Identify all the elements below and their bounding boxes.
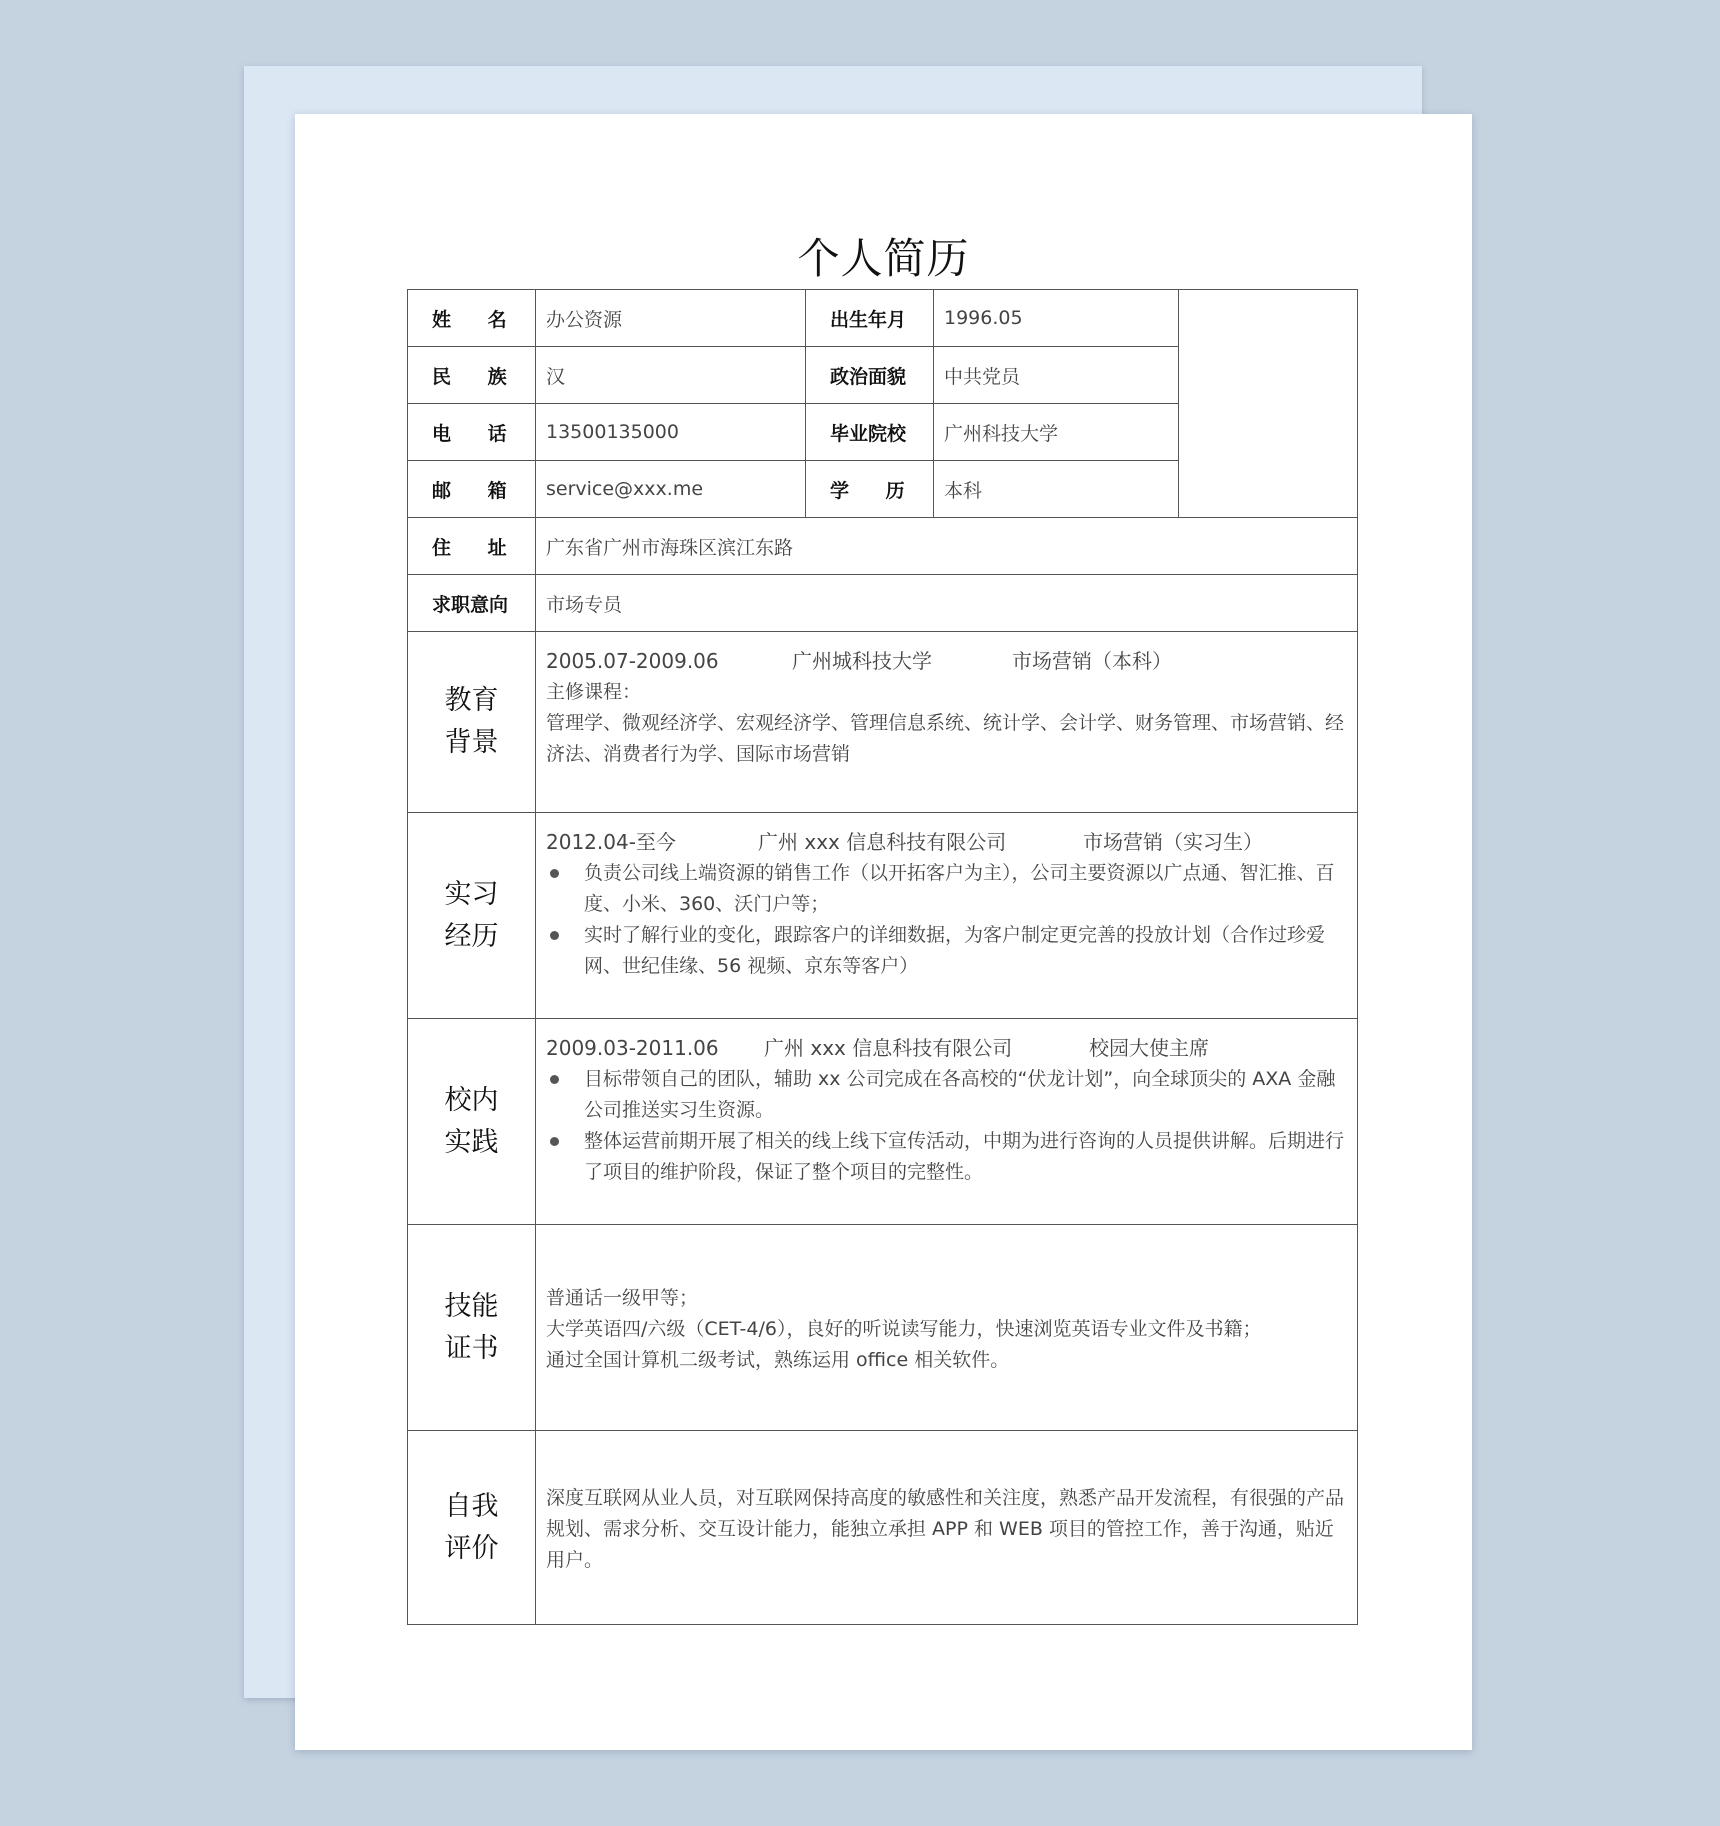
education-period: 2005.07-2009.06 (546, 649, 719, 673)
politics-value: 中共党员 (934, 347, 1179, 404)
birth-label: 出生年月 (806, 290, 934, 347)
page-title: 个人简历 (797, 234, 970, 283)
ethnic-value: 汉 (536, 347, 806, 404)
row-address (408, 518, 1358, 575)
campus-org: 广州 xxx 信息科技有限公司 (764, 1036, 1013, 1060)
birth-value: 1996.05 (934, 290, 1179, 347)
address-value: 广东省广州市海珠区滨江东路 (536, 518, 1358, 575)
internship-bullet-2: 实时了解行业的变化，跟踪客户的详细数据，为客户制定更完善的投放计划（合作过珍爱网、世纪佳缘、56 视频、京东等客户） (546, 920, 1347, 982)
resume-page (295, 114, 1472, 1750)
skills-label-1: 技能 (444, 1290, 499, 1322)
campus-bullet-2: 整体运营前期开展了相关的线上线下宣传活动，中期为进行咨询的人员提供讲解。后期进行了项目的维护阶段，保证了整个项目的完整性。 (546, 1126, 1347, 1188)
education-headline (546, 646, 1347, 677)
degree-label: 学 历 (806, 461, 934, 518)
internship-content (536, 813, 1358, 1019)
education-content (536, 632, 1358, 813)
skills-line-1: 普通话一级甲等； (546, 1287, 699, 1309)
name-label: 姓 名 (408, 290, 536, 347)
row-name (408, 290, 1358, 347)
school-value: 广州科技大学 (934, 404, 1179, 461)
campus-role: 校园大使主席 (1089, 1036, 1209, 1060)
skills-line-3: 通过全国计算机二级考试，熟练运用 office 相关软件。 (546, 1349, 1010, 1371)
skills-label-2: 证书 (444, 1332, 499, 1364)
internship-label-2: 经历 (444, 920, 499, 952)
resume-table (407, 289, 1358, 1625)
campus-label (408, 1019, 536, 1225)
email-label: 邮 箱 (408, 461, 536, 518)
internship-headline (546, 827, 1347, 858)
internship-period: 2012.04-至今 (546, 830, 676, 854)
address-label: 住 址 (408, 518, 536, 575)
skills-content (536, 1225, 1358, 1431)
degree-value: 本科 (934, 461, 1179, 518)
photo-box (1179, 290, 1358, 518)
phone-label: 电 话 (408, 404, 536, 461)
ethnic-label: 民 族 (408, 347, 536, 404)
education-line-1: 主修课程： (546, 681, 642, 703)
row-internship (408, 813, 1358, 1019)
intent-label: 求职意向 (408, 575, 536, 632)
education-role: 市场营销（本科） (1012, 649, 1172, 673)
self-label (408, 1431, 536, 1625)
education-label-1: 教育 (444, 685, 499, 716)
name-value: 办公资源 (536, 290, 806, 347)
skills-line-2: 大学英语四/六级（CET-4/6），良好的听说读写能力，快速浏览英语专业文件及书籍； (546, 1318, 1262, 1340)
self-text: 深度互联网从业人员，对互联网保持高度的敏感性和关注度，熟悉产品开发流程，有很强的产品规划、需求分析、交互设计能力，能独立承担 APP 和 WEB 项目的管控工作，善于沟通，贴近用户。 (546, 1487, 1345, 1571)
campus-bullets (546, 1064, 1347, 1188)
internship-bullet-1: 负责公司线上端资源的销售工作（以开拓客户为主），公司主要资源以广点通、智汇推、百度、小米、360、沃门户等； (546, 858, 1347, 920)
campus-bullet-1: 目标带领自己的团队，辅助 xx 公司完成在各高校的“伏龙计划”，向全球顶尖的 AXA 金融公司推送实习生资源。 (546, 1064, 1347, 1126)
school-label: 毕业院校 (806, 404, 934, 461)
internship-label-1: 实习 (444, 878, 499, 910)
campus-label-2: 实践 (444, 1126, 499, 1158)
campus-period: 2009.03-2011.06 (546, 1036, 719, 1060)
education-org: 广州城科技大学 (792, 649, 932, 673)
campus-label-1: 校内 (444, 1084, 499, 1116)
row-intent (408, 575, 1358, 632)
education-label-2: 背景 (444, 727, 499, 758)
politics-label: 政治面貌 (806, 347, 934, 404)
campus-content (536, 1019, 1358, 1225)
intent-value: 市场专员 (536, 575, 1358, 632)
skills-label (408, 1225, 536, 1431)
internship-bullets (546, 858, 1347, 982)
internship-org: 广州 xxx 信息科技有限公司 (758, 830, 1007, 854)
campus-headline (546, 1033, 1347, 1064)
row-education (408, 632, 1358, 813)
education-line-2: 管理学、微观经济学、宏观经济学、管理信息系统、统计学、会计学、财务管理、市场营销、经济法、消费者行为学、国际市场营销 (546, 712, 1345, 765)
row-campus (408, 1019, 1358, 1225)
self-content (536, 1431, 1358, 1625)
internship-role: 市场营销（实习生） (1083, 830, 1263, 854)
row-self (408, 1431, 1358, 1625)
row-skills (408, 1225, 1358, 1431)
education-label (408, 632, 536, 813)
self-label-2: 评价 (444, 1532, 499, 1564)
phone-value: 13500135000 (536, 404, 806, 461)
email-value: service@xxx.me (536, 461, 806, 518)
internship-label (408, 813, 536, 1019)
self-label-1: 自我 (444, 1490, 499, 1522)
